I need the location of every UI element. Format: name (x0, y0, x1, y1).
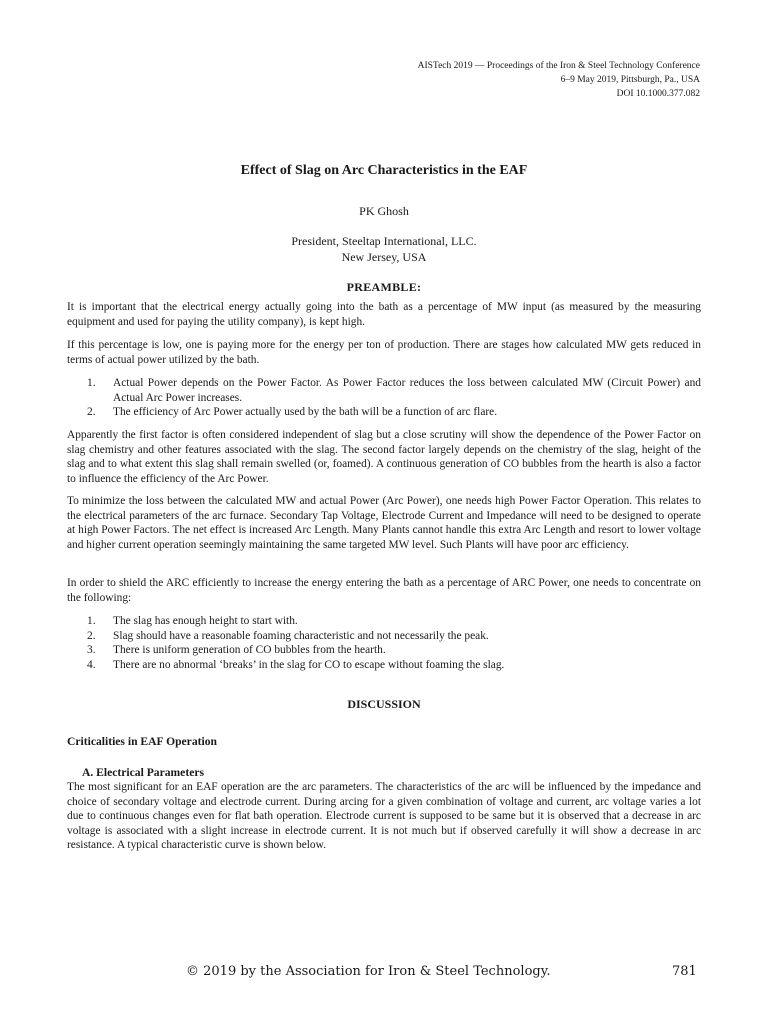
list-item-text: Actual Power depends on the Power Factor. As Power Factor reduces the loss between calculated MW (Circuit Power) and Actual Arc Power increases. (113, 377, 701, 404)
list-item-number: 1. (87, 377, 96, 389)
list-item (67, 405, 701, 420)
list-item (67, 658, 701, 673)
list-item-text: There is uniform generation of CO bubbles from the hearth. (113, 644, 386, 657)
list-item-number: 3. (87, 644, 96, 657)
affiliation-line-2: New Jersey, USA (341, 250, 427, 264)
header-conference-line: AISTech 2019 — Proceedings of the Iron & Steel Technology Conference (417, 61, 700, 71)
preamble-paragraph-5: In order to shield the ARC efficiently to increase the energy entering the bath as a percentage of ARC Power, one needs to concentrate on the following: (67, 577, 701, 604)
list-item-text: Slag should have a reasonable foaming characteristic and not necessarily the peak. (113, 629, 489, 642)
page-number: 781 (672, 964, 697, 979)
discussion-paragraph-1: The most significant for an EAF operation are the arc parameters. The characteristics of the arc will be influenced by the impedance and choice of secondary voltage and electrode current. During arcing for a given combination of voltage and current, arc voltage varies a lot due to continuous changes even for flat bath operation. Electrode current is supposed to be same but it is observed that a decrease in arc voltage is associated with a slight increase in electrode current. It is not much but if observed carefully it will show a decrease in arc resistance. A typical characteristic curve is shown below. (67, 781, 701, 852)
list-item-text: There are no abnormal ‘breaks’ in the slag for CO to escape without foaming the slag. (113, 658, 505, 671)
power-factor-list (67, 376, 701, 420)
list-item (67, 629, 701, 644)
list-item-number: 2. (87, 406, 96, 419)
preamble-heading: PREAMBLE: (346, 280, 422, 294)
list-item (67, 643, 701, 658)
list-item-number: 2. (87, 629, 96, 642)
list-item-text: The efficiency of Arc Power actually used by the bath will be a function of arc flare. (113, 406, 498, 419)
preamble-paragraph-1: It is important that the electrical energy actually going into the bath as a percentage of MW input (as measured by the measuring equipment and used for paying the utility company), is kept high. (67, 301, 701, 328)
affiliation-line-1: President, Steeltap International, LLC. (291, 234, 477, 248)
paper-title: Effect of Slag on Arc Characteristics in the EAF (240, 163, 528, 178)
list-item-number: 1. (87, 615, 96, 627)
list-item (67, 376, 701, 405)
copyright-notice: © 2019 by the Association for Iron & Steel Technology. (186, 964, 551, 979)
list-item-text: The slag has enough height to start with. (113, 615, 298, 627)
header-date-line: 6–9 May 2019, Pittsburgh, Pa., USA (560, 75, 700, 85)
electrical-parameters-heading: A. Electrical Parameters (82, 766, 204, 779)
author-name: PK Ghosh (359, 204, 409, 218)
header-doi-line: DOI 10.1000.377.082 (616, 89, 700, 99)
slag-requirements-list (67, 614, 701, 672)
conference-header (418, 59, 700, 101)
list-item (67, 614, 701, 629)
discussion-heading: DISCUSSION (347, 697, 421, 711)
preamble-paragraph-2: If this percentage is low, one is paying more for the energy per ton of production. There are stages how calculated MW gets reduced in terms of actual power utilized by the bath. (67, 339, 701, 366)
preamble-paragraph-3: Apparently the first factor is often considered independent of slag but a close scrutiny will show the dependence of the Power Factor on slag chemistry and other features associated with the slag. The second factor largely depends on the chemistry of the slag, height of the slag and to what extent this slag shall remain swelled (or, foamed). A continuous generation of CO bubbles from the hearth is also a factor to influence the efficiency of the Arc Power. (67, 429, 701, 485)
list-item-number: 4. (87, 658, 96, 671)
criticalities-subheading: Criticalities in EAF Operation (67, 735, 217, 748)
preamble-paragraph-4: To minimize the loss between the calculated MW and actual Power (Arc Power), one needs high Power Factor Operation. This relates to the electrical parameters of the arc furnace. Secondary Tap Voltage, Electrode Current and Impedance will need to be designed to operate at high Power Factors. The net effect is increased Arc Length. Many Plants cannot handle this extra Arc Length and resort to lower voltage and higher current operation seemingly maintaining the same targeted MW level. Such Plants will have poor arc efficiency. (67, 495, 701, 551)
author-affiliation (0, 233, 768, 265)
